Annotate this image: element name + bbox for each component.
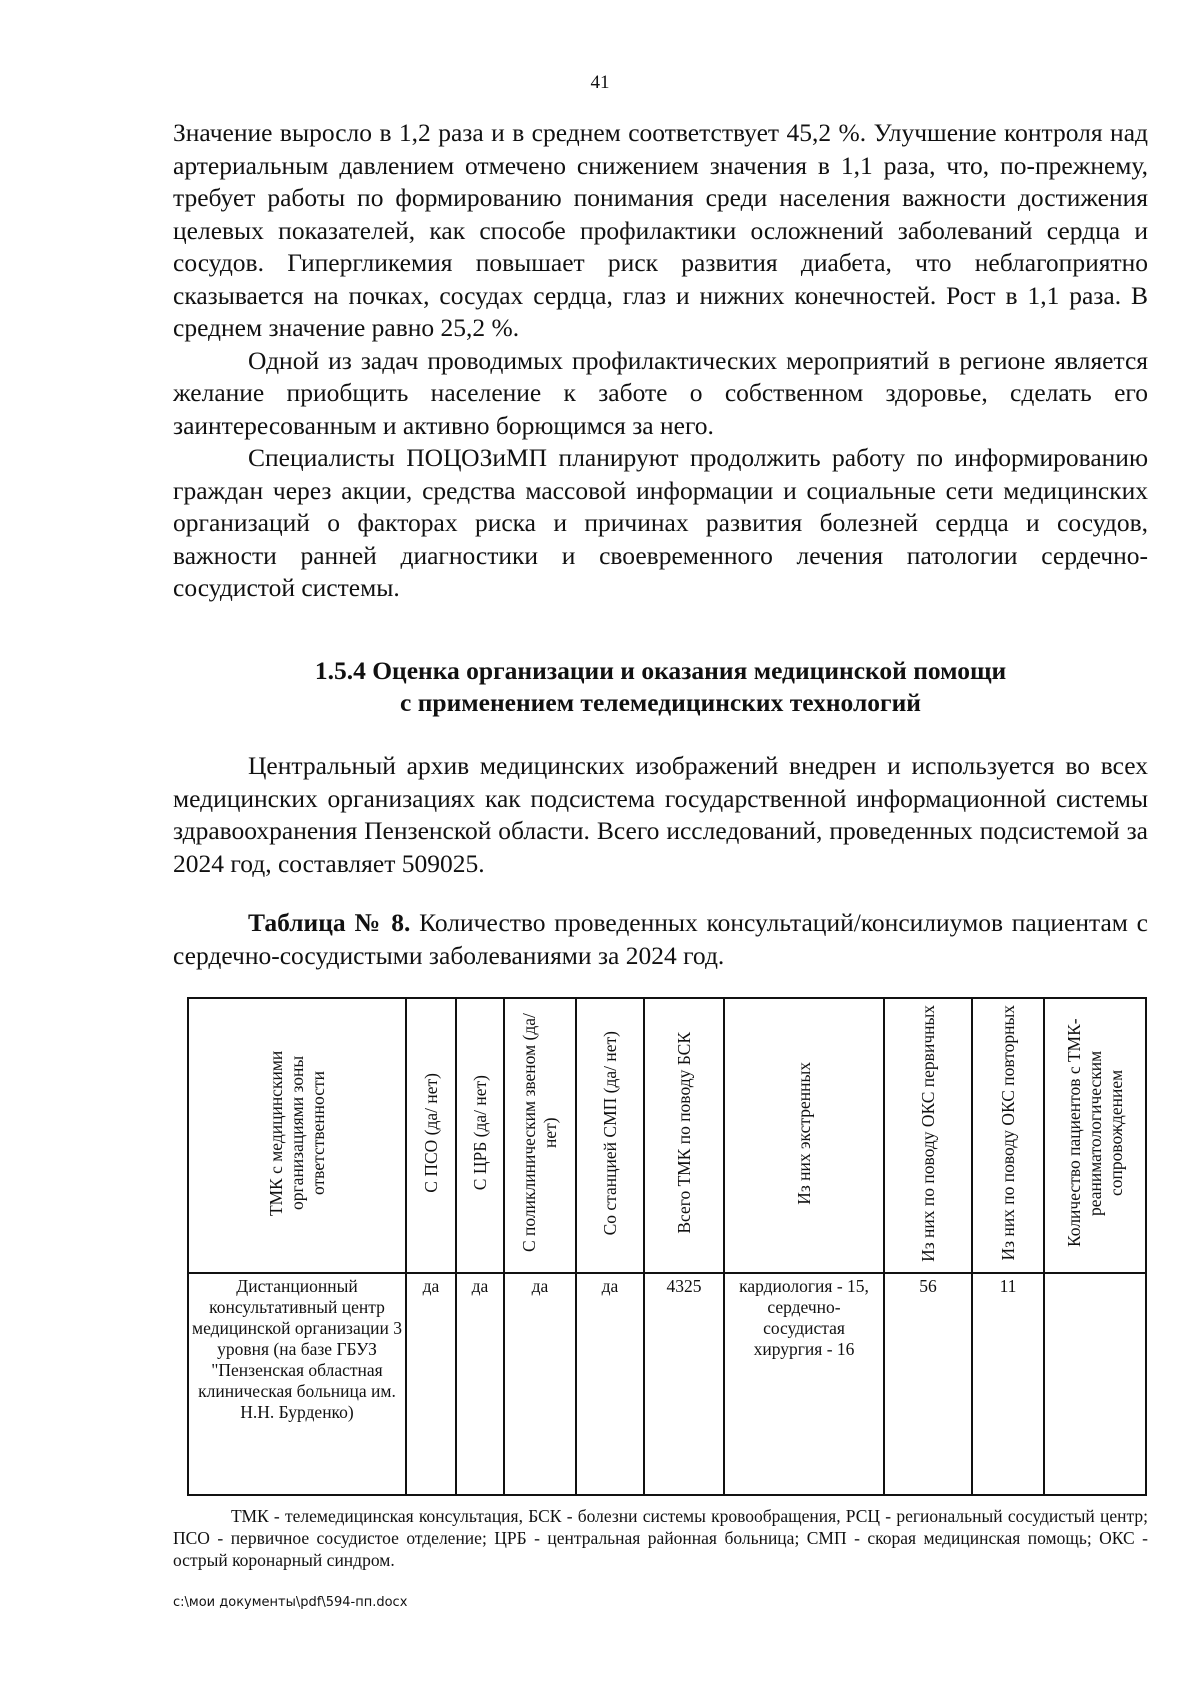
table-row [188, 1273, 1146, 1495]
header-oks-primary: Из них по поводу ОКС первичных [917, 1004, 938, 1262]
section-heading-line-2: с применением телемедицинских технологий [400, 688, 921, 717]
paragraph-archive: Центральный архив медицинских изображений внедрен и используется во всех медицинских организациях как подсистема государственной информационной системы здравоохранения Пензенской области. Всего исследований, проведенных подсистемой за 2024 год, составляет 509025. [173, 751, 1148, 878]
paragraph-specialists: Специалисты ПОЦОЗиМП планируют продолжить работу по информированию граждан через акции, средства массовой информации и социальные сети медицинских организаций о факторах риска и причинах развития болезней сердца и сосудов, важности ранней диагностики и своевременного лечения патологии сердечно-сосудистой системы. [173, 443, 1148, 602]
consultations-table [187, 997, 1147, 1496]
cell-crb: да [456, 1273, 504, 1495]
table-footnote: ТМК - телемедицинская консультация, БСК - болезни системы кровообращения, РСЦ - региональный сосудистый центр; ПСО - первичное сосудистое отделение; ЦРБ - центральная районная больница; СМП - скорая медицинская помощь; ОКС - острый коронарный синдром. [173, 1506, 1148, 1570]
section-heading [173, 655, 1148, 719]
header-pso: С ПСО (да/ нет) [420, 1073, 441, 1193]
table-header-cell [1044, 998, 1146, 1273]
cell-polyclinic: да [504, 1273, 576, 1495]
paragraph-prevention-tasks: Одной из задач проводимых профилактических мероприятий в регионе является желание приобщить население к заботе о собственном здоровье, сделать его заинтересованным и активно борющимся за него. [173, 345, 1148, 440]
cell-oks-primary: 56 [884, 1273, 972, 1495]
table-caption [173, 907, 1148, 972]
table-header-row [188, 998, 1146, 1273]
body-text-archive [173, 750, 1148, 880]
table-header-cell [504, 998, 576, 1273]
table-header-cell [644, 998, 724, 1273]
header-total-tmk: Всего ТМК по поводу БСК [673, 1032, 694, 1234]
cell-organization: Дистанционный консультативный центр медицинской организации 3 уровня (на базе ГБУЗ "Пензенская областная клиническая больница им. Н.Н. Бурденко) [188, 1273, 406, 1495]
body-text-top [173, 117, 1148, 605]
header-oks-repeat: Из них по поводу ОКС повторных [997, 1005, 1018, 1261]
header-tmk-zones: ТМК с медицинскими организациями зоны ответственности [265, 1050, 328, 1216]
header-polyclinic: С поликлиническим звеном (да/ нет) [519, 1013, 560, 1253]
table-header-cell [188, 998, 406, 1273]
table-header-cell [724, 998, 884, 1273]
table-caption-label: Таблица № 8. [248, 908, 411, 937]
cell-emergency: кардиология - 15, сердечно-сосудистая хирургия - 16 [724, 1273, 884, 1495]
table-header-cell [972, 998, 1044, 1273]
paragraph-values: Значение выросло в 1,2 раза и в среднем соответствует 45,2 %. Улучшение контроля над артериальным давлением отмечено снижением значения в 1,1 раза, что, по-прежнему, требует работы по формированию понимания среди населения важности достижения целевых показателей, как способе профилактики осложнений заболеваний сердца и сосудов. Гипергликемия повышает риск развития диабета, что неблагоприятно сказывается на почках, сосудах сердца, глаз и нижних конечностей. Рост в 1,1 раза. В среднем значение равно 25,2 %. [173, 118, 1148, 342]
page-number: 41 [590, 72, 610, 93]
cell-pso: да [406, 1273, 456, 1495]
table-header-cell [576, 998, 644, 1273]
header-reanimation: Количество пациентов с ТМК-реаниматологическим сопровождением [1063, 1018, 1126, 1248]
header-emergency: Из них экстренных [793, 1061, 814, 1205]
table-header-cell [884, 998, 972, 1273]
table-header-cell [406, 998, 456, 1273]
header-smp: Со станцией СМП (да/ нет) [599, 1030, 620, 1236]
table-header-cell [456, 998, 504, 1273]
cell-smp: да [576, 1273, 644, 1495]
header-crb: С ЦРБ (да/ нет) [469, 1075, 490, 1191]
footer-file-path: c:\мои документы\pdf\594-пп.docx [173, 1595, 408, 1610]
cell-total-tmk: 4325 [644, 1273, 724, 1495]
section-heading-line-1: 1.5.4 Оценка организации и оказания медицинской помощи [314, 656, 1007, 685]
cell-reanimation [1044, 1273, 1146, 1495]
cell-oks-repeat: 11 [972, 1273, 1044, 1495]
table-caption-text: Количество проведенных консультаций/консилиумов пациентам с сердечно-сосудистыми заболеваниями за 2024 год. [173, 908, 1148, 970]
